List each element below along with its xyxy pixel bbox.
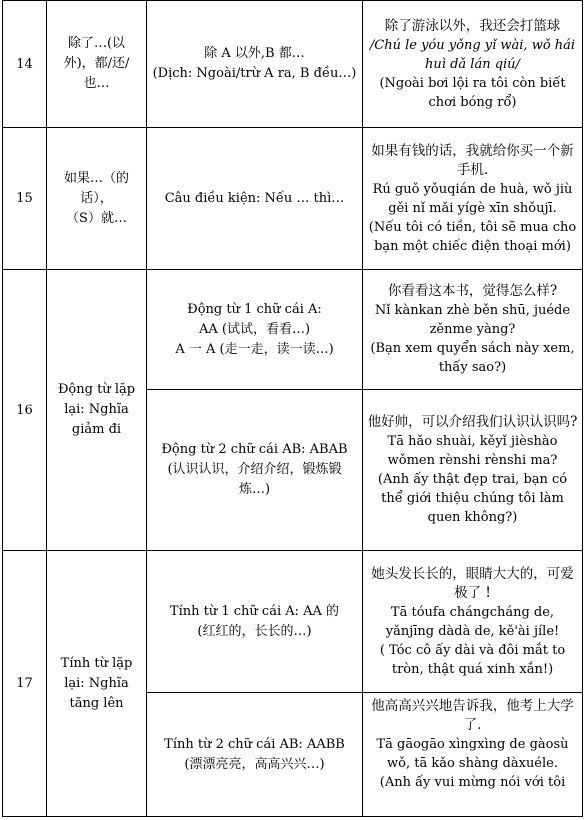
example-pinyin: Nǐ kànkan zhè běn shū, juéde zěnme yàng? (374, 303, 571, 337)
explanation: Tính từ 2 chữ cái AB: AABB (漂漂亮亮，高高兴兴…) (147, 693, 363, 817)
example (363, 551, 583, 693)
table-row (3, 1, 583, 128)
example-pinyin: Tā gāogāo xìngxìng de gàosù wǒ, tā kǎo shàng dàxuéle. (376, 737, 569, 771)
example (363, 128, 583, 270)
example-vietnamese: (Bạn xem quyển sách này xem, thấy sao?) (370, 341, 575, 375)
row-number: 14 (3, 1, 47, 128)
example-chinese: 他高高兴兴地告诉我，他考上大学了. (371, 698, 574, 733)
table-row (3, 128, 583, 270)
example-chinese: 如果有钱的话，我就给你买一个新手机. (371, 142, 574, 178)
row-number: 16 (3, 270, 47, 551)
grammar-pattern: 除了…(以 外)，都/还/ 也… (47, 1, 147, 128)
example-chinese: 你看看这本书，觉得怎么样? (387, 283, 558, 299)
row-number: 15 (3, 128, 47, 270)
table-row (3, 270, 583, 390)
example-vietnamese: (Ngoài bơi lội ra tôi còn biết chơi bóng rổ) (379, 75, 566, 110)
example-pinyin: /Chú le yóu yǒng yǐ wài, wǒ hái huì dǎ lán qiú/ (369, 37, 576, 72)
grammar-pattern: Động từ lặp lại: Nghĩa giảm đi (47, 270, 147, 551)
grammar-pattern: Tính từ lặp lại: Nghĩa tăng lên (47, 551, 147, 817)
explanation: Động từ 1 chữ cái A: AA (试试，看看…) A 一 A (走一走，读一读…) (147, 270, 363, 390)
example-vietnamese: (Anh ấy thật đẹp trai, bạn có thể giới thiệu chúng tôi làm quen không?) (377, 472, 568, 525)
explanation: Tính từ 1 chữ cái A: AA 的 (红红的，长长的…) (147, 551, 363, 693)
explanation: Động từ 2 chữ cái AB: ABAB (认识认识，介绍介绍，锻炼锻 炼…) (147, 390, 363, 551)
example-pinyin: Tā tóufa chángcháng de, yǎnjīng dàdà de, kě'ài jíle! (385, 604, 560, 639)
example-pinyin: Rú guǒ yǒuqián de huà, wǒ jiù gěi nǐ mǎi yígè xīn shǒujī. (372, 181, 573, 216)
explanation: Câu điều kiện: Nếu … thì… (147, 128, 363, 270)
explanation: 除 A 以外,B 都… (Dịch: Ngoài/trừ A ra, B đều…) (147, 1, 363, 128)
example (363, 270, 583, 390)
example-vietnamese: (Anh ấy vui mừng nói với tôi (379, 775, 566, 790)
example (363, 693, 583, 817)
table-row (3, 551, 583, 693)
example-chinese: 除了游泳以外，我还会打篮球 (384, 17, 561, 34)
example (363, 1, 583, 128)
row-number: 17 (3, 551, 47, 817)
grammar-table (2, 0, 583, 817)
example-vietnamese: ( Tóc cô ấy dài và đôi mắt to tròn, thật quá xinh xắn!) (379, 642, 566, 677)
example (363, 390, 583, 551)
grammar-pattern: 如果…（的 话）， （S）就… (47, 128, 147, 270)
example-chinese: 他好帅，可以介绍我们认识认识吗? (367, 414, 578, 430)
example-pinyin: Tā hǎo shuài, kěyǐ jièshào wǒmen rènshi rènshi ma? (387, 434, 558, 468)
example-vietnamese: (Nếu tôi có tiền, tôi sẽ mua cho bạn một chiếc điện thoại mới) (368, 219, 577, 254)
example-chinese: 她头发长长的，眼睛大大的，可爱极了 ! (371, 565, 574, 601)
